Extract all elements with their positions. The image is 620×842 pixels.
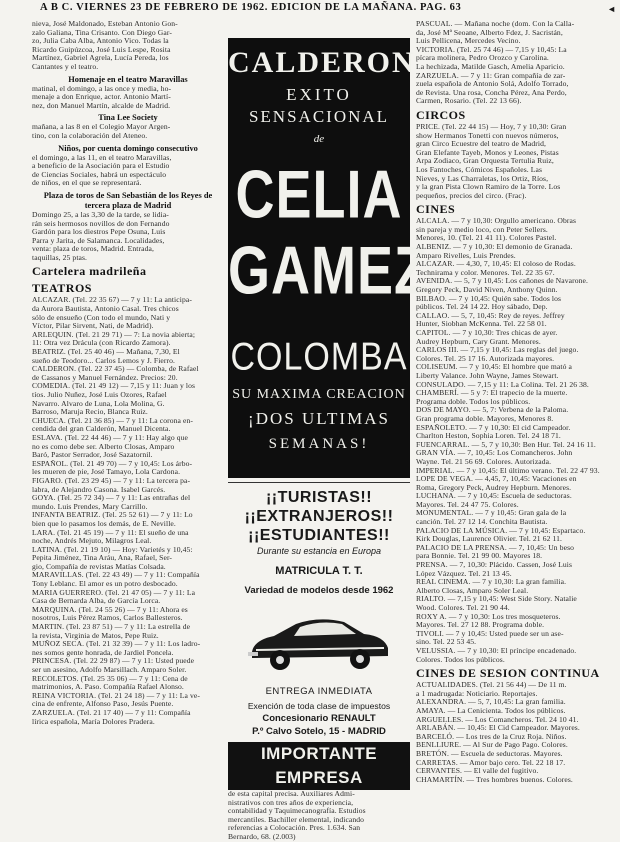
- text-line: AVENIDA. — 5, 7 y 10,45: Los cañones de Navarone.: [416, 276, 588, 286]
- ad-company-line: Bernardo, 68. (2.003): [228, 831, 296, 841]
- section-heading: CINES: [416, 202, 456, 217]
- ad-line-creacion: SU MAXIMA CREACION: [232, 387, 406, 402]
- text-line: ARLEQUIN. (Tel. 21 29 71) — 7: La novia abierta;: [32, 329, 196, 339]
- text-line: lírica española, María Dolores Pradera.: [32, 716, 155, 726]
- left-column: [32, 20, 224, 825]
- text-line: Luis Pellicena, Mercedes Vecino.: [416, 36, 521, 46]
- text-line: 11: Otra vez Drácula (con Ricardo Zamora).: [32, 338, 171, 348]
- text-line: ESPAÑOLETO. — 7 y 10,30: El cid Campeador.: [416, 422, 571, 432]
- text-line: Gran Elefante Tayeb, Monos y Leones, Pistas: [416, 147, 559, 157]
- text-line: ESLAVA. (Tel. 22 44 46) — 7 y 11: Hay algo que: [32, 432, 188, 442]
- text-line: no es como debe ser. Alberto Closas, Amparo: [32, 441, 175, 451]
- text-line: Alberto Closas, Amparo Soler Leal.: [416, 585, 529, 595]
- text-line: ZARZUELA. (Tel. 21 17 40) — 7 y 11: Compañía: [32, 707, 191, 717]
- text-line: Amparo Rivelles, Luis Prendes.: [416, 250, 516, 260]
- text-line: zo, Julia Caba Alba, Antonio Vico. Todas la: [32, 36, 169, 46]
- text-line: Programa doble. Todos los públicos.: [416, 396, 531, 406]
- text-line: a 1 madrugada: Noticiario. Reportajes.: [416, 688, 538, 698]
- text-line: CONSULADO. — 7,15 y 11: La Colina. Tel. 21 26 38.: [416, 379, 589, 389]
- text-line: La hechizada, Matilde Gasch, Amelia Aparicio.: [416, 61, 565, 71]
- text-line: CHUECA. (Tel. 21 36 85) — 7 y 11: La corona en-: [32, 415, 194, 425]
- text-line: MUÑOZ SECA. (Tel. 21 32 39) — 7 y 11: Los ladro-: [32, 639, 201, 649]
- text-line: Carmen, Rosario. (Tel. 22 13 66).: [416, 96, 522, 106]
- text-line: matrimonios, A. Paso. Compañía Rafael Alonso.: [32, 682, 184, 692]
- text-line: sino. Tel. 22 53 45.: [416, 637, 477, 647]
- text-line: mundo. Luis Prendes, Mary Carrillo.: [32, 501, 148, 511]
- text-line: MARAVILLAS. (Tel. 22 43 49) — 7 y 11: Compañía: [32, 570, 200, 580]
- text-line: de niños, en el que se representará.: [32, 178, 142, 188]
- text-line: zuela española de Antonio Solá, Adolfo Torrado,: [416, 79, 569, 89]
- text-line: ALBENIZ. — 7 y 10,30: El demonio de Granada.: [416, 242, 573, 252]
- text-line: ESPAÑOL. (Tel. 21 49 70) — 7 y 10,45: Los árbo-: [32, 458, 193, 468]
- text-line: Navarro. Alvaro de Luna, Lola Molina, G.: [32, 398, 165, 408]
- text-line: nez, don Manuel Martín, alcalde de Madrid.: [32, 100, 171, 110]
- text-line: mañana, a las 8 en el Colegio Mayor Argen-: [32, 122, 171, 132]
- text-line: CARLOS III. — 7,15 y 10,45: Las reglas del juego.: [416, 345, 579, 355]
- ad-car-h3: ¡¡ESTUDIANTES!!: [248, 527, 390, 544]
- section-heading: CINES DE SESION CONTINUA: [416, 666, 600, 681]
- text-line: de Ciencias Sociales, habrá un espectáculo: [32, 169, 167, 179]
- text-line: Charlton Heston, Sophia Loren. Tel. 24 18 71.: [416, 431, 561, 441]
- text-line: FUENCARRAL. — 5, 7 y 10,30: Ben Hur. Tel. 24 16 11.: [416, 439, 596, 449]
- text-line: COMEDIA. (Tel. 21 49 12) — 7,15 y 11: Juan y los: [32, 381, 196, 391]
- ad-company-line: nistrativos con tres años de experiencia,: [228, 797, 354, 807]
- text-line: CAPITOL. — 7 y 10,30: Tres chicas de ayer.: [416, 328, 558, 337]
- text-line: gio, Compañía de revistas Matías Colsada.: [32, 561, 166, 571]
- ad-line-de: de: [313, 133, 325, 145]
- text-line: Technirama y color. Menores. Tel. 22 35 67.: [416, 267, 555, 277]
- text-line: Casa de Bernarda Alba, de García Lorca.: [32, 596, 161, 606]
- ad-theatre-name: CALDERON: [228, 46, 416, 79]
- text-line: ALCALA. — 7 y 10,30: Orgullo americano. Obras: [416, 216, 577, 226]
- text-line: sólo de ensueño (Con todo el mundo, Nati y: [32, 312, 171, 322]
- text-line: públicos. Tel. 24 14 22. Hoy sábado, Dep.: [416, 302, 548, 312]
- text-line: Parra y Jarita, de Salamanca. Localidades,: [32, 235, 165, 245]
- text-line: Mayores. Tel. 27 12 88. Programa doble.: [416, 620, 545, 630]
- text-line: Colores. Tel. 25 17 16. Autorizada mayores.: [416, 353, 555, 363]
- text-line: Gregory Peck, David Niven, Anthony Quinn.: [416, 285, 558, 295]
- text-line: da Aurora Bautista, Antonio Casal. Tres chicos: [32, 304, 179, 314]
- ad-car-taxes: Exención de toda clase de impuestos: [247, 701, 391, 711]
- ad-company: [228, 742, 410, 841]
- text-line: RECOLETOS. (Tel. 25 35 06) — 7 y 11: Cena de: [32, 673, 188, 683]
- ad-car-plate: MATRICULA T. T.: [275, 565, 363, 577]
- text-line: canción. Tel. 27 12 14. Conchita Bautista.: [416, 517, 548, 527]
- ad-line-exito: EXITO: [286, 85, 352, 104]
- text-line: Mayores. Tel. 24 47 75. Colores.: [416, 499, 519, 509]
- middle-column: [228, 20, 428, 841]
- text-line: Baró, Pastor Serrador, José Sazatornil.: [32, 450, 153, 460]
- text-line: Barroso, Maruja Recio, Blanca Ruiz.: [32, 407, 148, 417]
- text-line: Gran programa doble. Mayores, Menores 8.: [416, 413, 554, 423]
- ad-company-line: contabilidad y Taquimecanografía. Estudios: [228, 806, 366, 816]
- text-line: Liberty Valance. John Wayne, James Stewart.: [416, 370, 559, 380]
- ad-car-models: Variedad de modelos desde 1962: [244, 585, 394, 596]
- text-line: nosotros, Luis Pérez Ramos, Carlos Ballesteros.: [32, 613, 183, 623]
- text-line: tíos. Julio Nuñez, José Luis Ozores, Rafael: [32, 390, 167, 399]
- text-line: Menores, 10. (Tel. 21 41 11). Colores Pastel.: [416, 233, 557, 243]
- text-line: zalo Galiana, Tina Crisanto. Con Diego Gar-: [32, 27, 172, 37]
- text-line: CARRETAS. — Amor bajo cero. Tel. 22 18 17.: [416, 757, 566, 767]
- ad-star-first-name: CELIA: [235, 157, 403, 233]
- text-line: VELUSSIA. — 7 y 10,30: El príncipe encadenado.: [416, 645, 577, 655]
- text-line: nes somos gente honrada, de Jardiel Poncela.: [32, 647, 174, 657]
- text-line: Wayne. Tel. 21 56 69. Colores. Autorizada.: [416, 456, 552, 466]
- text-line: Nieves, y Las Charraletas, los Ortiz, Ríos,: [416, 173, 549, 183]
- ad-company-title: IMPORTANTE EMPRESA: [228, 742, 410, 790]
- ad-show-title: COLOMBA: [230, 335, 408, 379]
- text-line: LARA. (Tel. 21 45 19) — 7 y 11: El sueño de una: [32, 527, 189, 537]
- text-line: PALACIO DE LA PRENSA. — 7, 10,45: Un beso: [416, 542, 575, 552]
- text-line: Arpa Zodiaco, Gran Orquesta Tertulia Ruiz,: [416, 156, 554, 166]
- text-line: BEATRIZ. (Tel. 25 40 46) — Mañana, 7,30, El: [32, 347, 180, 357]
- text-line: da, José Mª Seoane, Alberto Fdez, J. Sacristán,: [416, 27, 563, 37]
- text-line: gran Circo Ecuestre del teatro de Madrid,: [416, 139, 546, 149]
- ad-company-line: mercantiles. Bachiller elemental, indicando: [228, 814, 365, 824]
- text-line: y la gran Pista Clown Ramiro de la Torre. Los: [416, 182, 561, 192]
- text-line: BILBAO. — 7 y 10,45: Quién sabe. Todos los: [416, 293, 562, 303]
- text-line: PRICE. (Tel. 22 44 15) — Hoy, 7 y 10,30: Gran: [416, 121, 567, 131]
- ad-car-dealer: Concesionario RENAULT: [262, 713, 376, 724]
- text-line: para Bonnie. Tel. 21 99 00. Mayores 18.: [416, 551, 543, 561]
- text-line: CHAMBERÍ. — 5 y 7: El trapecio de la muerte.: [416, 388, 568, 398]
- text-line: Hunter, Siobhan McKenna. Tel. 22 58 01.: [416, 319, 547, 329]
- text-line: Ricardo Guipúzcoa, José Luis Lespe, Rosita: [32, 44, 171, 54]
- text-line: REAL CINEMA. — 7 y 10,30: La gran familia.: [416, 577, 567, 587]
- text-line: Domingo 25, a las 3,30 de la tarde, se lidia-: [32, 209, 169, 219]
- text-line: LOPE DE VEGA. — 4,45, 7, 10,45: Vacaciones en: [416, 474, 577, 484]
- text-line: Gardón para los diestros Pepe Osuna, Luis: [32, 227, 166, 237]
- ad-car: [228, 488, 410, 738]
- subheading: Niños, por cuenta domingo consecutivo: [58, 143, 198, 153]
- text-line: cina de enfrente, Alfonso Paso, Jesús Puente.: [32, 699, 174, 709]
- text-line: CALDERON. (Tel. 22 37 45) — Colomba, de Rafael: [32, 364, 199, 374]
- text-line: PRINCESA. (Tel. 22 29 87) — 7 y 11: Usted puede: [32, 656, 195, 666]
- text-line: Víctor, Pilar Sirvent, Nati, de Madrid).: [32, 321, 154, 331]
- text-line: Colores. Todos los públicos.: [416, 654, 505, 664]
- text-line: Cantantes y el teatro.: [32, 61, 99, 71]
- text-line: PALACIO DE LA MÚSICA. — 7 y 10,45: Espartaco.: [416, 525, 586, 535]
- text-line: labra, de Alejandro Casona. Isabel Garcés.: [32, 484, 166, 494]
- ad-line-ultimas: ¡DOS ULTIMAS: [248, 409, 390, 428]
- text-line: Wood. Colores. Tel. 21 90 44.: [416, 603, 510, 612]
- text-line: noche, Andrés Mejuto, Milagros Leal.: [32, 536, 152, 546]
- ad-company-body: [228, 790, 410, 842]
- text-line: ALEXANDRA. — 5, 7, 10,45: La gran familia.: [416, 697, 566, 707]
- text-line: ARGUELLES. — Los Comancheros. Tel. 24 10 41.: [416, 714, 579, 724]
- text-line: el domingo, a las 11, en el teatro Maravillas,: [32, 152, 172, 162]
- section-heading: Cartelera madrileña: [32, 264, 147, 279]
- text-line: de Revista. Una rosa, Concha Pérez, Ana Perdo,: [416, 87, 567, 97]
- text-line: PRENSA. — 7, 10,30: Plácido. Cassen, José Luis: [416, 560, 573, 570]
- text-line: BRETÓN. — Escuela de seductoras. Mayores.: [416, 748, 563, 758]
- subheading: Plaza de toros de San Sebastián de los Reyes de tercera plaza de Madrid: [43, 190, 213, 210]
- text-line: a beneficio de la Asociación para el Estudio: [32, 161, 170, 171]
- text-line: ALCAZAR. — 4,30, 7, 10,45: El coloso de Rodas.: [416, 259, 576, 269]
- ad-star-last-name: GAMEZ: [228, 233, 428, 309]
- text-line: LUCHANA. — 7 y 10,45: Escuela de seductoras.: [416, 491, 572, 501]
- text-line: Kirk Douglas, Laurence Olivier. Tel. 21 62 11.: [416, 534, 562, 544]
- text-line: menaje a don Enrique, actor. Antonio Martí-: [32, 92, 171, 102]
- text-line: bien que lo pasamos los demás, de E. Neville.: [32, 518, 176, 528]
- text-line: MONUMENTAL. — 7 y 10,45: Gran gala de la: [416, 508, 567, 518]
- text-line: ACTUALIDADES. (Tel. 21 56 44) — De 11 m.: [416, 680, 567, 690]
- text-line: Roma, Gregory Peck, Audrey Hepburn. Menores.: [416, 482, 572, 492]
- text-line: pequeños, precios del circo. (Frac).: [416, 190, 527, 200]
- text-line: taquillas, 25 ptas.: [32, 252, 88, 262]
- text-line: ARLABÁN. — 10,45: El Cid Campeador. Mayores.: [416, 723, 580, 733]
- text-line: Los Fantoches, Cómicos Españoles. Las: [416, 164, 543, 174]
- section-heading: TEATROS: [32, 281, 92, 296]
- text-line: FIGARO. (Tel. 23 29 45) — 7 y 11: La tercera pa-: [32, 475, 191, 485]
- text-line: Audrey Hepburn, Cary Grant. Menores.: [416, 336, 541, 346]
- ad-company-line: referencias a Colocación. Pres. 1.634. San: [228, 823, 361, 833]
- section-heading: CIRCOS: [416, 107, 466, 122]
- text-line: CALLAO. — 5, 7, 10,45: Rey de reyes. Jeffrey: [416, 310, 565, 320]
- text-line: PASCUAL. — Mañana noche (dom. Con la Calla-: [416, 19, 575, 28]
- ad-company-line: de esta capital precisa. Auxiliares Admi-: [228, 789, 355, 798]
- text-line: INFANTA BEATRIZ. (Tel. 25 52 61) — 7 y 11: Lo: [32, 510, 193, 520]
- text-line: venta: plaza de toros, Madrid. Entrada,: [32, 244, 154, 254]
- text-line: MARIA GUERRERO. (Tel. 21 47 05) — 7 y 11: La: [32, 587, 196, 597]
- text-line: López Vázquez. Tel. 21 13 45.: [416, 568, 512, 578]
- text-line: REINA VICTORIA. (Tel. 21 24 18) — 7 y 11: La ve-: [32, 690, 201, 700]
- text-line: rán seis hermosos novillos de don Fernando: [32, 218, 170, 228]
- text-line: nieva, José Maldonado, Esteban Antonio Gon-: [32, 19, 178, 28]
- subheading: Tina Lee Society: [98, 113, 158, 123]
- text-line: CERVANTES. — El valle del fugitivo.: [416, 766, 539, 776]
- text-line: sin pareja y medio loco, con Peter Sellers.: [416, 224, 548, 234]
- page-header: A B C. VIERNES 23 DE FEBRERO DE 1962. EDICION DE LA MAÑANA. PAG. 63: [40, 2, 462, 13]
- divider: [228, 482, 410, 483]
- ad-car-h1: ¡¡TURISTAS!!: [265, 489, 373, 506]
- subheading: Homenaje en el teatro Maravillas: [68, 74, 188, 84]
- text-line: sueño de Teodoro... Carlos Lemos y J. Fierro.: [32, 355, 176, 365]
- ad-car-address: P.º Calvo Sotelo, 15 - MADRID: [252, 726, 386, 737]
- ad-line-sensacional: SENSACIONAL: [248, 107, 390, 126]
- right-column: [416, 20, 602, 825]
- text-line: les mueren de pie, José Tamayo, Lola Cardona.: [32, 467, 181, 477]
- text-line: COLISEUM. — 7 y 10,45: El hombre que mató a: [416, 362, 572, 372]
- ad-car-delivery: ENTREGA INMEDIATA: [265, 686, 373, 697]
- text-line: MARTIN. (Tel. 23 87 51) — 7 y 11: La estrella de: [32, 622, 191, 632]
- text-line: show Hermanos Tonetti con nuevos números,: [416, 130, 559, 140]
- text-line: Pepita Jiménez, Tina Aráu, Ana, Rafael, Ser-: [32, 553, 173, 563]
- text-line: Martínez, Gabriel Agrela, Lucía Pereda, los: [32, 53, 169, 63]
- text-line: BARCELÓ. — Los tres de la Cruz Roja. Niños.: [416, 731, 567, 741]
- text-line: pícara molinera, Pedro Orozco y Carolina.: [416, 53, 549, 63]
- ad-line-semanas: SEMANAS!: [268, 436, 370, 452]
- text-line: VICTORIA. (Tel. 25 74 46) — 7,15 y 10,45: La: [416, 44, 567, 54]
- ad-car-sub: Durante su estancia en Europa: [256, 546, 382, 556]
- text-line: ser un asesino, Adolfo Marsillach. Amparo Soler.: [32, 665, 187, 674]
- text-line: BENLLIURE. — Al Sur de Pago Pago. Colores.: [416, 740, 568, 750]
- text-line: la revista, Virginia de Matos, Pepe Ruiz.: [32, 630, 159, 640]
- text-line: GRAN VÍA. — 7, 10,45: Los Comancheros. John: [416, 448, 573, 458]
- text-line: RIALTO. — 7,15 y 10,45: West Side Story. Natalie: [416, 594, 577, 604]
- text-line: Tony Leblanc. El amor es un potro desbocado.: [32, 579, 178, 589]
- car-illustration-icon: [244, 602, 394, 680]
- text-line: ZARZUELA. — 7 y 11: Gran compañía de zar-: [416, 70, 566, 80]
- text-line: MARQUINA. (Tel. 24 55 26) — 7 y 11: Ahora es: [32, 604, 188, 614]
- text-line: TIVOLI. — 7 y 10,45: Usted puede ser un ase-: [416, 628, 564, 638]
- text-line: tino, con la colaboración del Ateneo.: [32, 130, 148, 140]
- corner-arrow-icon: ◄: [607, 4, 616, 14]
- text-line: CHAMARTÍN. — Tres hombres buenos. Colores.: [416, 774, 573, 784]
- text-line: de Cassanos y Manuel Fernández. Precios: 20.: [32, 372, 178, 382]
- text-line: DOS DE MAYO. — 5, 7: Verbena de la Paloma.: [416, 405, 569, 415]
- text-line: ROXY A. — 7 y 10,30: Los tres mosqueteros.: [416, 611, 561, 621]
- text-line: matinal, el domingo, a las once y media, ho-: [32, 83, 172, 93]
- text-line: LATINA. (Tel. 21 19 10) — Hoy: Varietés y 10,45:: [32, 544, 193, 554]
- ad-car-h2: ¡¡EXTRANJEROS!!: [244, 508, 394, 525]
- text-line: AMAYA. — La Cenicienta. Todos los públicos.: [416, 705, 566, 715]
- text-line: GOYA. (Tel. 25 72 34) — 7 y 11: Las entrañas del: [32, 493, 191, 503]
- text-line: IMPERIAL. — 7 y 10,45: El último verano. Tel. 22 47 93.: [416, 465, 600, 475]
- text-line: cendida del gran Calderón, Manuel Dicenta.: [32, 424, 171, 434]
- ad-calderon: [228, 38, 428, 478]
- text-line: ALCAZAR. (Tel. 22 35 67) — 7 y 11: La anticipa-: [32, 295, 192, 305]
